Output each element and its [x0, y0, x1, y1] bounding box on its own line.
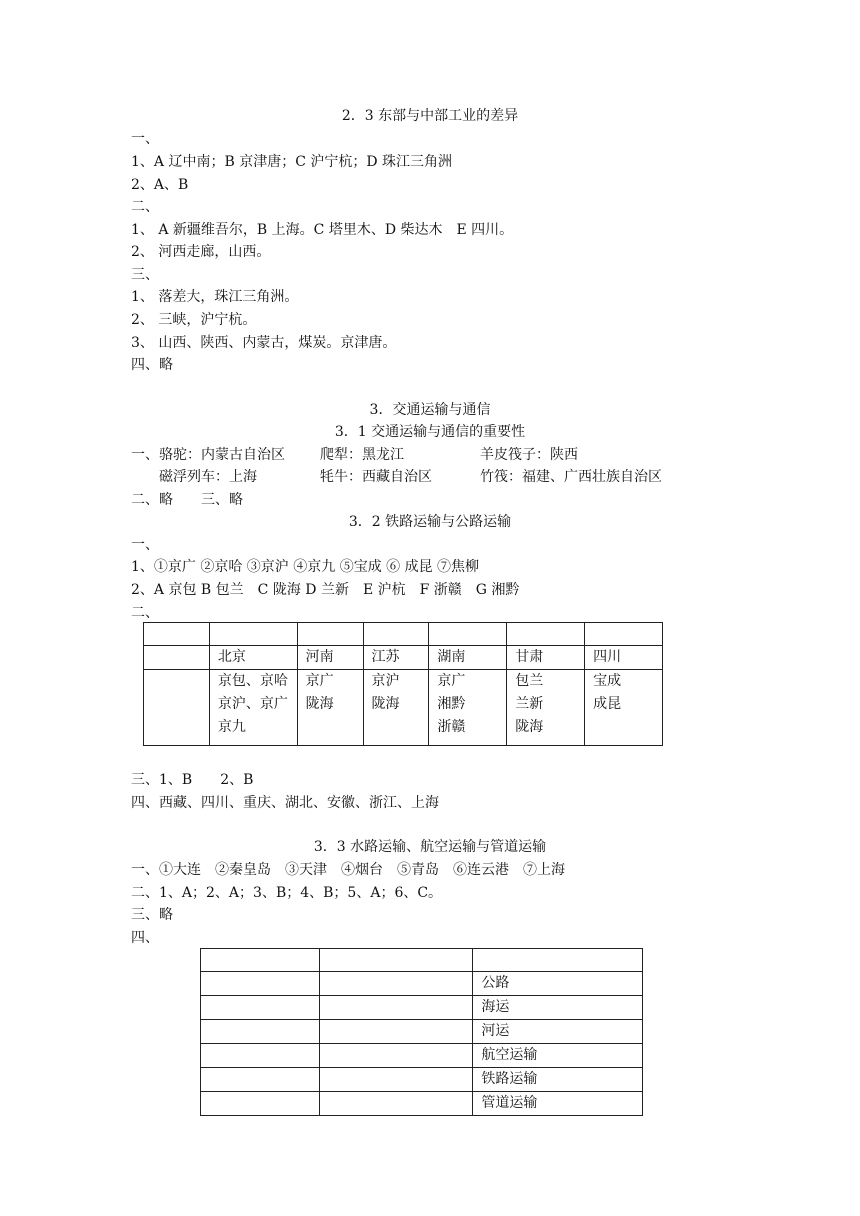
- table-header-cell: 河南: [297, 646, 363, 670]
- table-cell: [319, 1092, 473, 1116]
- answer-line: 一、: [131, 131, 159, 147]
- table-cell: [209, 670, 297, 746]
- table-cell: [585, 623, 663, 646]
- table-header-row: [144, 646, 663, 670]
- answer-item: 竹筏：福建、广西壮族自治区: [480, 469, 662, 485]
- answer-item: 羊皮筏子：陕西: [480, 447, 578, 463]
- cell-line: 成昆: [593, 696, 622, 712]
- table-cell: 海运: [473, 996, 643, 1020]
- table-cell: [201, 996, 320, 1020]
- railway-table: [143, 622, 663, 746]
- answer-line-prefix: 一、: [131, 447, 159, 463]
- cell-line: 陇海: [515, 719, 544, 735]
- table-cell: [201, 1020, 320, 1044]
- table-cell: [144, 670, 210, 746]
- answer-line: 2、 三峡，沪宁杭。: [131, 312, 257, 328]
- table-cell: [201, 949, 320, 972]
- table-row: [201, 949, 643, 972]
- cell-line: 湘黔: [437, 696, 466, 712]
- answer-line: 一、①大连 ②秦皇岛 ③天津 ④烟台 ⑤青岛 ⑥连云港 ⑦上海: [131, 862, 565, 878]
- table-cell: [429, 623, 507, 646]
- table-cell: [319, 972, 473, 996]
- table-cell: [201, 1092, 320, 1116]
- answer-item: 磁浮列车：上海: [159, 469, 257, 485]
- table-cell: [473, 949, 643, 972]
- answer-line: 四、: [131, 930, 159, 946]
- table-cell: [319, 1020, 473, 1044]
- table-cell: 河运: [473, 1020, 643, 1044]
- answer-item: 骆驼：内蒙古自治区: [159, 447, 285, 463]
- table-row: [201, 1068, 643, 1092]
- table-cell: [144, 646, 210, 670]
- table-cell: 铁路运输: [473, 1068, 643, 1092]
- table-row: [201, 1044, 643, 1068]
- table-header-cell: 四川: [585, 646, 663, 670]
- table-cell: [507, 670, 585, 746]
- table-row: [201, 996, 643, 1020]
- answer-line: 3、 山西、陕西、内蒙古，煤炭。京津唐。: [131, 335, 397, 351]
- answer-item: 爬犁：黑龙江: [320, 447, 404, 463]
- cell-line: 京包、京哈: [217, 673, 288, 689]
- table-cell: [201, 1068, 320, 1092]
- table-cell: [319, 996, 473, 1020]
- table-cell: [319, 1044, 473, 1068]
- table-row: [201, 1020, 643, 1044]
- answer-line: 一、: [131, 537, 159, 553]
- table-cell: [209, 623, 297, 646]
- cell-line: 浙赣: [437, 719, 466, 735]
- table-cell: [201, 972, 320, 996]
- table-cell: [507, 623, 585, 646]
- table-cell: [297, 623, 363, 646]
- table-header-cell: 湖南: [429, 646, 507, 670]
- answer-line: 2、A、B: [131, 177, 189, 193]
- table-header-cell: 北京: [209, 646, 297, 670]
- answer-item: 牦牛：西藏自治区: [320, 469, 432, 485]
- table-header-cell: 甘肃: [507, 646, 585, 670]
- answer-line: 1、 落差大，珠江三角洲。: [131, 289, 299, 305]
- cell-line: 陇海: [305, 696, 334, 712]
- answer-line: 四、略: [131, 357, 173, 373]
- cell-line: 宝成: [593, 673, 622, 689]
- table-cell: [297, 670, 363, 746]
- table-cell: [319, 1068, 473, 1092]
- section-title-2-3: 2．3 东部与中部工业的差异: [341, 108, 519, 124]
- table-cell: [319, 949, 473, 972]
- answer-line: 2、 河西走廊，山西。: [131, 244, 271, 260]
- cell-line: 京九: [217, 719, 246, 735]
- section-title-3-1: 3．1 交通运输与通信的重要性: [334, 424, 526, 440]
- table-cell: 公路: [473, 972, 643, 996]
- table-cell: 航空运输: [473, 1044, 643, 1068]
- table-row: [201, 972, 643, 996]
- cell-line: 兰新: [515, 696, 544, 712]
- cell-line: 包兰: [515, 673, 544, 689]
- table-cell: [144, 623, 210, 646]
- answer-line: 二、略 三、略: [131, 492, 243, 508]
- answer-line: 1、 A 新疆维吾尔，B 上海。C 塔里木、D 柴达木 E 四川。: [131, 222, 514, 238]
- table-cell: [363, 670, 429, 746]
- section-title-3-3: 3．3 水路运输、航空运输与管道运输: [313, 839, 547, 855]
- answer-line: 二、1、A；2、A；3、B；4、B；5、A；6、C。: [131, 885, 443, 901]
- answer-line: 三、: [131, 267, 159, 283]
- cell-line: 京广: [437, 673, 466, 689]
- transport-table: [200, 948, 643, 1116]
- answer-line: 四、西藏、四川、重庆、湖北、安徽、浙江、上海: [131, 795, 439, 811]
- table-row: [144, 670, 663, 746]
- table-cell: [429, 670, 507, 746]
- table-header-cell: 江苏: [363, 646, 429, 670]
- cell-line: 京广: [305, 673, 334, 689]
- table-cell: [585, 670, 663, 746]
- cell-line: 京沪、京广: [217, 696, 288, 712]
- answer-line: 三、1、B 2、B: [131, 772, 254, 788]
- answer-line: 二、: [131, 605, 159, 621]
- chapter-title-3: 3．交通运输与通信: [369, 402, 491, 418]
- table-row: [201, 1092, 643, 1116]
- answer-line: 1、A 辽中南；B 京津唐；C 沪宁杭；D 珠江三角洲: [131, 154, 453, 170]
- table-cell: [201, 1044, 320, 1068]
- answer-line: 2、A 京包 B 包兰 C 陇海 D 兰新 E 沪杭 F 浙赣 G 湘黔: [131, 582, 520, 598]
- section-title-3-2: 3．2 铁路运输与公路运输: [348, 514, 512, 530]
- table-row: [144, 623, 663, 646]
- cell-line: 陇海: [371, 696, 400, 712]
- table-cell: [363, 623, 429, 646]
- cell-line: 京沪: [371, 673, 400, 689]
- answer-line: 三、略: [131, 907, 173, 923]
- answer-line: 二、: [131, 199, 159, 215]
- table-cell: 管道运输: [473, 1092, 643, 1116]
- answer-line: 1、①京广 ②京哈 ③京沪 ④京九 ⑤宝成 ⑥ 成昆 ⑦焦柳: [131, 559, 480, 575]
